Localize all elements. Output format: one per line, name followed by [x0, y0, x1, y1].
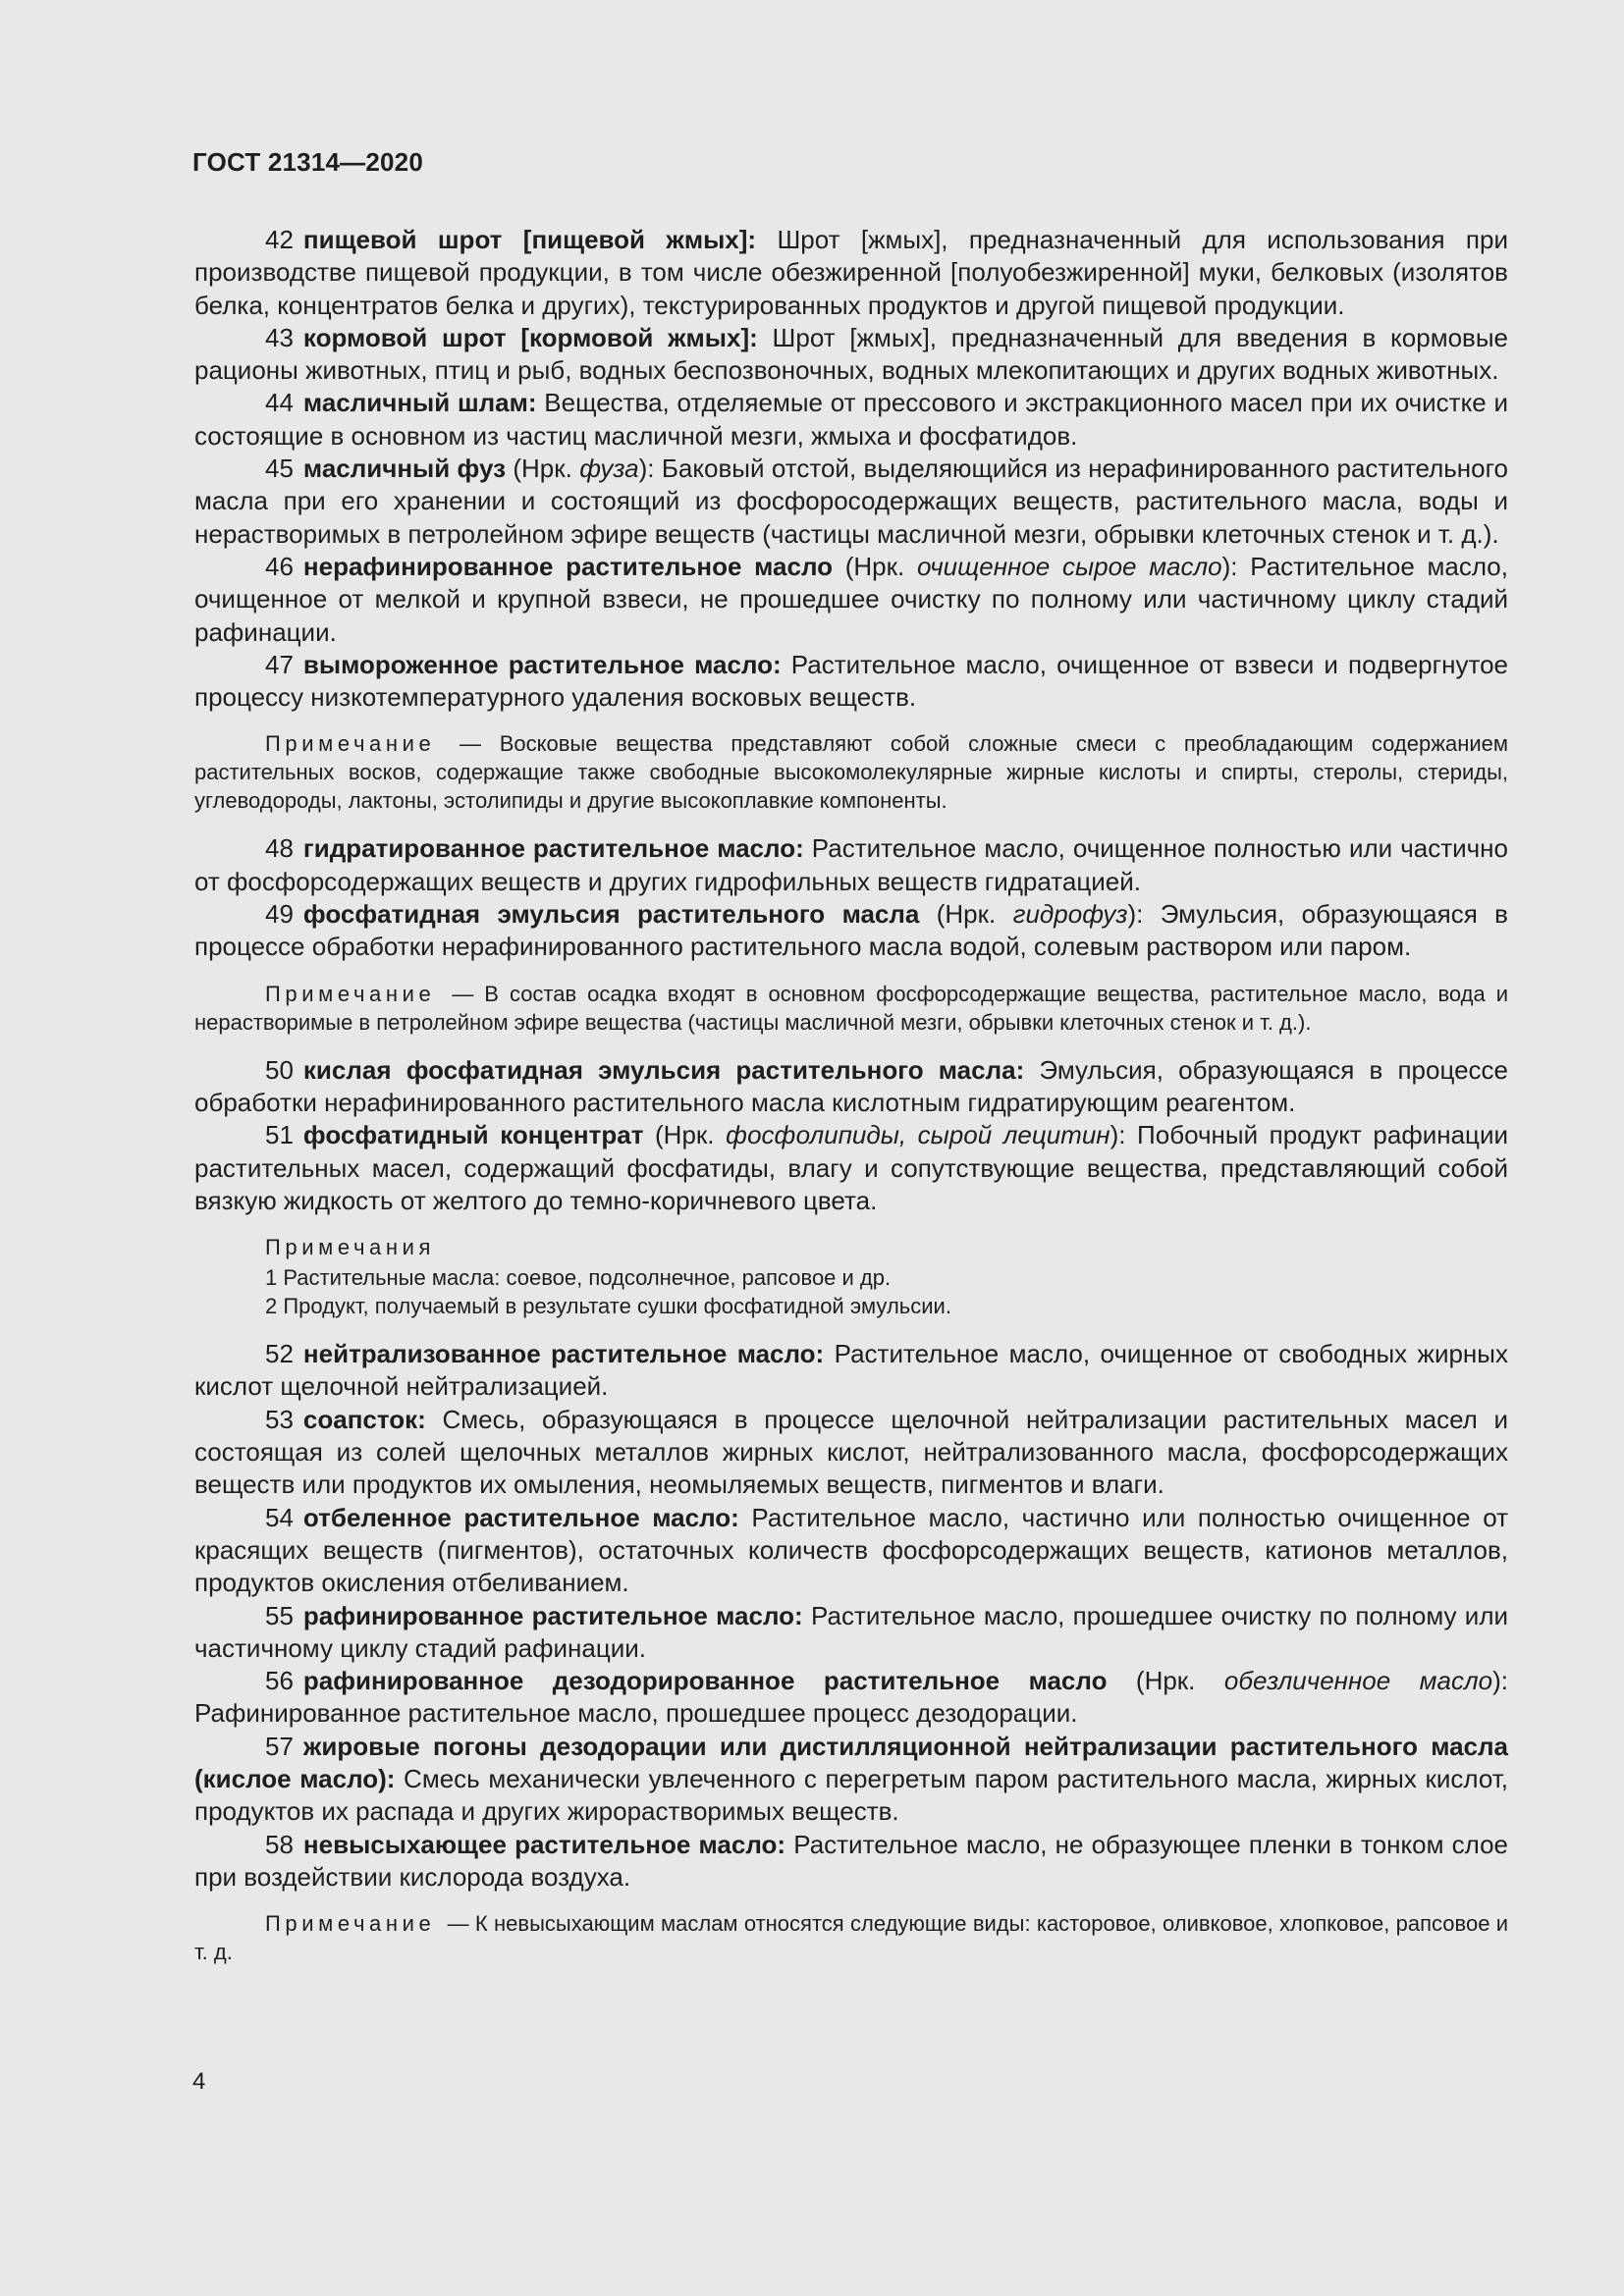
term-number: 48: [265, 833, 294, 864]
term-name: масличный фуз: [302, 454, 507, 484]
deprecated-prefix: (Нрк.: [506, 454, 580, 484]
term-entry-43: [194, 322, 1508, 388]
term-number: 58: [265, 1829, 294, 1859]
term-definition: ): Баковый отстой, выделяющийся из нерафинированного растительного масла при его хранении и состоящий из фосфоросодержащих веществ, растительного масла, воды и нерастворимых в петролейном эфире веществ (частицы масличной мезги, обрывки клеточных стенок и т. д.).: [194, 454, 1508, 549]
term-definition: Эмульсия, образующаяся в процессе обработки нерафинированного растительного масла кислотным гидратирующим реагентом.: [194, 1054, 1508, 1117]
term-entry-44: [194, 387, 1508, 453]
note-label: Примечание: [265, 981, 436, 1006]
deprecated-prefix: (Нрк.: [643, 1120, 727, 1150]
note-label: Примечание: [265, 731, 436, 757]
term-name: гидратированное растительное масло:: [302, 833, 804, 864]
term-entry-53: [194, 1404, 1508, 1502]
term-number: 50: [265, 1054, 294, 1085]
term-definition: Шрот [жмых], предназначенный для введения в кормовые рационы животных, птиц и рыб, водных беспозвоночных, водных млекопитающих и других водных животных.: [194, 322, 1508, 386]
term-entry-46: [194, 551, 1508, 649]
deprecated-prefix: (Нрк.: [833, 551, 917, 581]
term-definition: ): Рафинированное растительное масло, прошедшее процесс дезодорации.: [194, 1666, 1508, 1729]
note-item: 2 Продукт, получаемый в результате сушки фосфатидной эмульсии.: [265, 1294, 951, 1319]
term-entry-56: [194, 1665, 1508, 1731]
term-definition: Растительное масло, не образующее пленки в тонком слое при воздействии кислорода воздуха.: [194, 1829, 1508, 1892]
deprecated-term: очищенное сырое масло: [916, 551, 1222, 581]
note-58: [194, 1909, 1508, 1966]
notes-label: Примечания: [265, 1235, 436, 1260]
page-number: 4: [192, 2068, 206, 2095]
term-name: нейтрализованное растительное масло:: [302, 1339, 825, 1369]
term-name: соапсток:: [302, 1404, 426, 1434]
term-definition: Смесь механически увлеченного с перегретым паром растительного масла, жирных кислот, продуктов их распада и других жирорастворимых веществ.: [194, 1763, 1508, 1827]
term-entry-45: [194, 453, 1508, 551]
term-entry-47: [194, 649, 1508, 715]
term-entry-50: [194, 1054, 1508, 1120]
term-name: отбеленное растительное масло:: [302, 1502, 739, 1532]
term-definition: Растительное масло, очищенное от взвеси и подвергнутое процессу низкотемпературного удаления восковых веществ.: [194, 649, 1508, 713]
term-number: 52: [265, 1339, 294, 1369]
note-49: [194, 980, 1508, 1037]
term-number: 42: [265, 225, 294, 254]
term-number: 46: [265, 551, 294, 581]
term-name: вымороженное растительное масло:: [302, 649, 782, 679]
term-name: фосфатидная эмульсия растительного масла: [302, 899, 920, 930]
term-name: масличный шлам:: [302, 388, 537, 418]
term-name: пищевой шрот [пищевой жмых]:: [302, 225, 757, 254]
term-number: 44: [265, 388, 294, 418]
note-47: [194, 729, 1508, 815]
note-label: Примечание: [265, 1911, 436, 1937]
term-number: 45: [265, 454, 294, 484]
term-entry-49: [194, 898, 1508, 964]
note-text: — Восковые вещества представляют собой сложные смеси с преобладающим содержанием растительных восков, содержащие также свободные высокомолекулярные жирные кислоты и спирты, стеролы, стериды, углеводороды, лактоны, эстолипиды и другие высокоплавкие компоненты.: [194, 731, 1508, 814]
term-name: жировые погоны дезодорации или дистилляционной нейтрализации растительного масла (кислое масло):: [194, 1731, 1508, 1793]
term-definition: ): Растительное масло, очищенное от мелкой и крупной взвеси, не прошедшее очистку по полному или частичному циклу стадий рафинации.: [194, 551, 1508, 647]
term-name: фосфатидный концентрат: [302, 1120, 644, 1150]
term-definition: Растительное масло, прошедшее очистку по полному или частичному циклу стадий рафинации.: [194, 1600, 1509, 1663]
note-text: — В состав осадка входят в основном фосфорсодержащие вещества, растительное масло, вода и нерастворимые в петролейном эфире вещества (частицы масличной мезги, обрывки клеточных стенок и т. д.).: [194, 981, 1508, 1035]
term-definition: Растительное масло, очищенное полностью или частично от фосфорсодержащих веществ и других гидрофильных веществ гидратацией.: [194, 833, 1508, 896]
term-entry-51: [194, 1119, 1508, 1217]
term-number: 49: [265, 899, 294, 930]
document-header: ГОСТ 21314—2020: [192, 147, 423, 177]
note-text: — К невысыхающим маслам относятся следующие виды: касторовое, оливковое, хлопковое, рапсовое и т. д.: [194, 1911, 1508, 1965]
deprecated-prefix: (Нрк.: [919, 899, 1013, 930]
term-definition: Шрот [жмых], предназначенный для использования при производстве пищевой продукции, в том числе обезжиренной [полуобезжиренной] муки, белковых (изолятов белка, концентратов белка и других), текстурированных продуктов и другой пищевой продукции.: [194, 225, 1508, 320]
term-definition: ): Эмульсия, образующаяся в процессе обработки нерафинированного растительного масла водой, солевым раствором или паром.: [194, 899, 1508, 962]
document-body: [194, 224, 1508, 1984]
term-number: 51: [265, 1120, 294, 1150]
term-number: 47: [265, 649, 294, 679]
term-number: 57: [265, 1731, 294, 1761]
term-number: 55: [265, 1600, 294, 1630]
term-definition: Растительное масло, очищенное от свободных жирных кислот щелочной нейтрализацией.: [194, 1339, 1508, 1402]
deprecated-term: фосфолипиды, сырой лецитин: [726, 1120, 1110, 1150]
term-name: кормовой шрот [кормовой жмых]:: [302, 322, 758, 352]
term-name: невысыхающее растительное масло:: [302, 1829, 786, 1859]
term-entry-55: [194, 1600, 1508, 1666]
term-definition: ): Побочный продукт рафинации растительных масел, содержащий фосфатиды, влагу и сопутствующие вещества, представляющий собой вязкую жидкость от желтого до темно-коричневого цвета.: [194, 1120, 1508, 1215]
deprecated-prefix: (Нрк.: [1107, 1666, 1224, 1696]
notes-51: [265, 1233, 1508, 1320]
term-entry-57: [194, 1731, 1508, 1829]
term-name: рафинированное дезодорированное растительное масло: [302, 1666, 1108, 1696]
term-entry-54: [194, 1502, 1508, 1600]
term-number: 54: [265, 1502, 294, 1532]
term-definition: Вещества, отделяемые от прессового и экстракционного масел при их очистке и состоящие в основном из частиц масличной мезги, жмыха и фосфатидов.: [194, 388, 1509, 451]
term-name: нерафинированное растительное масло: [302, 551, 834, 581]
deprecated-term: гидрофуз: [1012, 899, 1128, 930]
deprecated-term: обезличенное масло: [1223, 1666, 1493, 1696]
term-entry-58: [194, 1829, 1508, 1895]
term-definition: Смесь, образующаяся в процессе щелочной нейтрализации растительных масел и состоящая из солей щелочных металлов жирных кислот, нейтрализованного масла, фосфорсодержащих веществ или продуктов их омыления, неомыляемых веществ, пигментов и влаги.: [194, 1404, 1508, 1500]
term-definition: Растительное масло, частично или полностью очищенное от красящих веществ (пигментов), остаточных количеств фосфорсодержащих веществ, катионов металлов, продуктов окисления отбеливанием.: [194, 1502, 1508, 1598]
term-entry-52: [194, 1338, 1508, 1404]
term-number: 43: [265, 322, 294, 352]
term-number: 56: [265, 1666, 294, 1696]
term-entry-48: [194, 832, 1508, 898]
term-name: рафинированное растительное масло:: [302, 1600, 803, 1630]
note-item: 1 Растительные масла: соевое, подсолнечное, рапсовое и др.: [265, 1265, 892, 1291]
term-entry-42: [194, 224, 1508, 322]
term-number: 53: [265, 1404, 294, 1434]
deprecated-term: фуза: [579, 454, 639, 484]
term-name: кислая фосфатидная эмульсия растительного масла:: [302, 1054, 1025, 1085]
